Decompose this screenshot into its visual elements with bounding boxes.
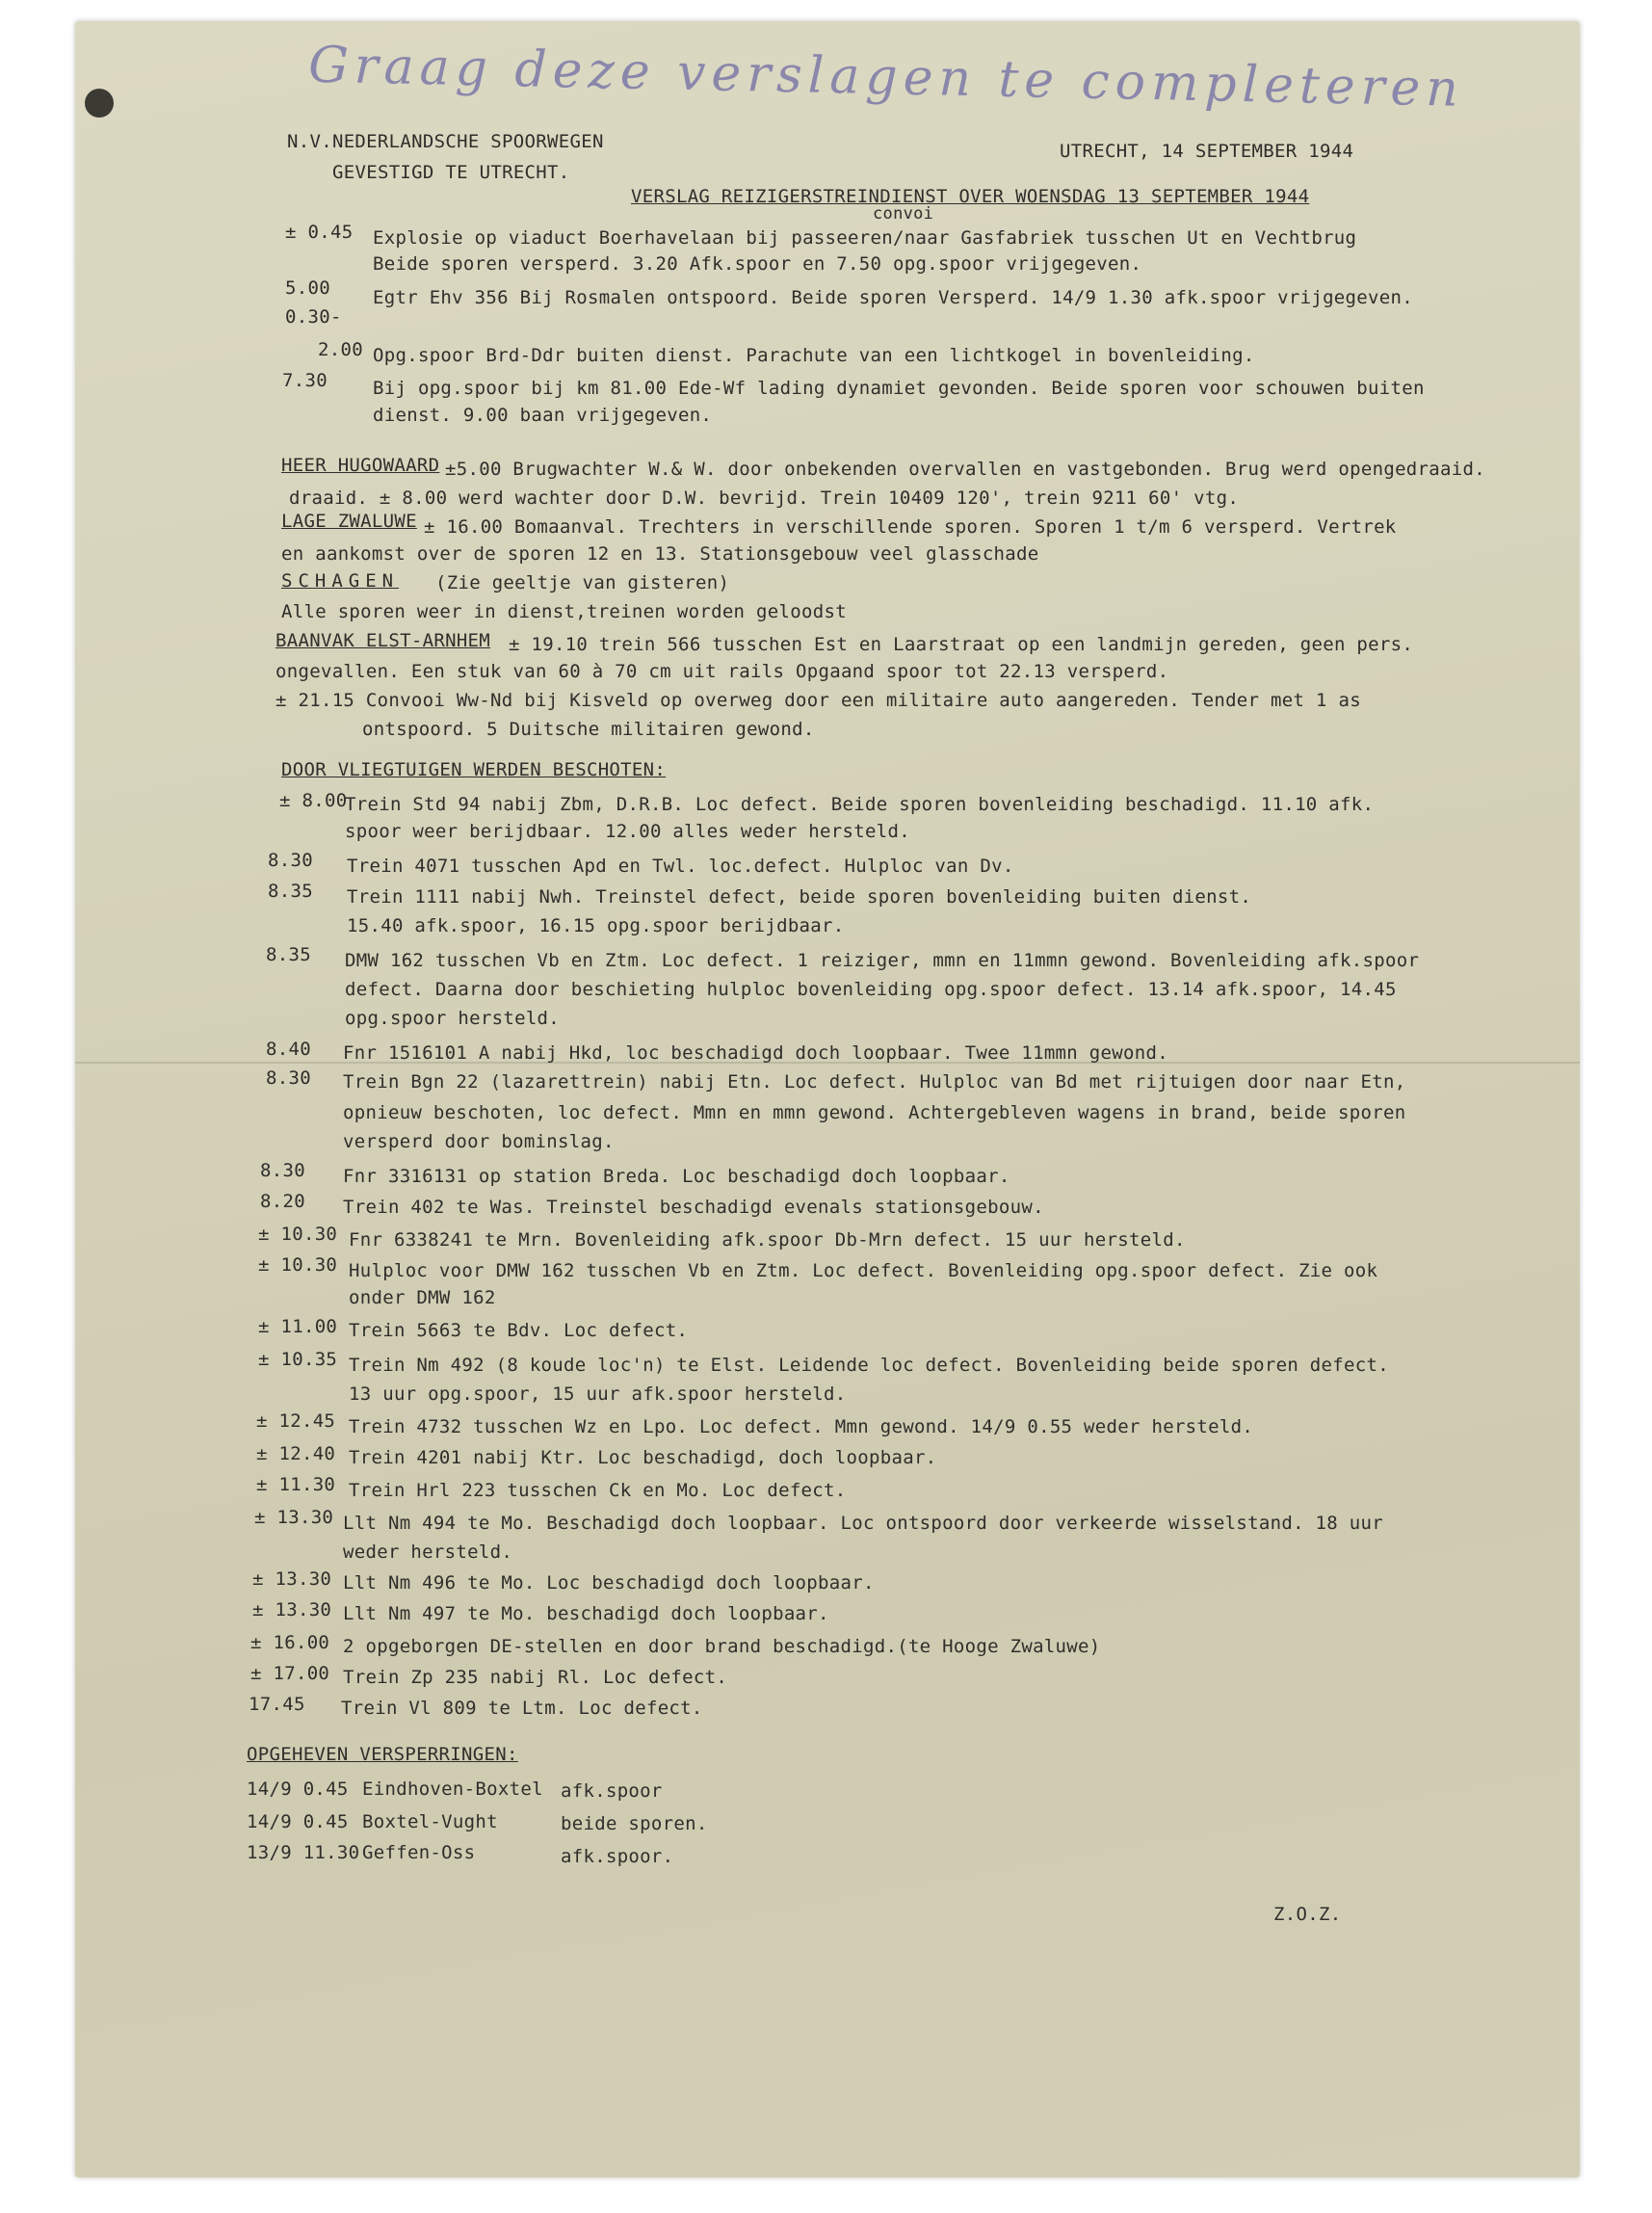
entry-line: Beide sporen versperd. 3.20 Afk.spoor en 7.50 opg.spoor vrijgegeven. <box>373 253 1142 275</box>
lifted-section: Eindhoven-Boxtel <box>362 1778 543 1800</box>
strafing-line: Fnr 6338241 te Mrn. Bovenleiding afk.spoor Db-Mrn defect. 15 uur hersteld. <box>349 1229 1186 1251</box>
strafing-time: ± 12.40 <box>256 1443 336 1464</box>
lifted-section: Geffen-Oss <box>362 1842 476 1863</box>
strafing-time: ± 10.35 <box>258 1349 338 1370</box>
strafing-line: Trein Bgn 22 (lazarettrein) nabij Etn. Loc defect. Hulploc van Bd met rijtuigen door naar Etn, <box>343 1071 1406 1093</box>
entry-time: 7.30 <box>282 370 328 391</box>
entry-line: Opg.spoor Brd-Ddr buiten dienst. Parachute van een lichtkogel in bovenleiding. <box>373 345 1255 366</box>
strafing-heading: DOOR VLIEGTUIGEN WERDEN BESCHOTEN: <box>281 759 667 780</box>
strafing-time: ± 13.30 <box>252 1599 332 1620</box>
strafing-line: onder DMW 162 <box>349 1287 496 1308</box>
station-label: HEER HUGOWAARD <box>281 455 440 476</box>
station-text: draaid. ± 8.00 werd wachter door D.W. bevrijd. Trein 10409 120', trein 9211 60' vtg. <box>289 487 1240 509</box>
strafing-time: 8.30 <box>266 1067 311 1089</box>
station-text: ±5.00 Brugwachter W.& W. door onbekenden overvallen en vastgebonden. Brug werd opengedraaid. <box>445 459 1485 480</box>
footer-mark: Z.O.Z. <box>1273 1904 1342 1925</box>
strafing-line: Llt Nm 497 te Mo. beschadigd doch loopbaar. <box>343 1603 829 1624</box>
strafing-line: 13 uur opg.spoor, 15 uur afk.spoor hersteld. <box>349 1383 847 1405</box>
entry-time: ± 0.45 <box>285 222 354 243</box>
title-insert: convoi <box>873 204 934 224</box>
station-text: ± 21.15 Convooi Ww-Nd bij Kisveld op overweg door een militaire auto aangereden. Tender met 1 as <box>275 690 1361 711</box>
strafing-line: Llt Nm 494 te Mo. Beschadigd doch loopbaar. Loc ontspoord door verkeerde wisselstand. 18 uur <box>343 1513 1383 1534</box>
strafing-time: ± 8.00 <box>279 790 348 811</box>
station-label: SCHAGEN <box>281 570 400 592</box>
station-label: BAANVAK ELST-ARNHEM <box>275 630 491 651</box>
lifted-when: 14/9 0.45 <box>247 1811 349 1832</box>
strafing-time: ± 12.45 <box>256 1410 336 1432</box>
strafing-line: Trein Vl 809 te Ltm. Loc defect. <box>341 1698 703 1719</box>
lifted-section: Boxtel-Vught <box>362 1811 498 1832</box>
strafing-time: ± 16.00 <box>250 1632 330 1653</box>
strafing-line: Trein 4071 tusschen Apd en Twl. loc.defect. Hulploc van Dv. <box>347 856 1014 877</box>
strafing-line: 15.40 afk.spoor, 16.15 opg.spoor berijdbaar. <box>347 915 845 936</box>
strafing-line: defect. Daarna door beschieting hulploc bovenleiding opg.spoor defect. 13.14 afk.spoor, 14.45 <box>345 979 1397 1000</box>
lifted-when: 13/9 11.30 <box>247 1842 360 1863</box>
station-text: ontspoord. 5 Duitsche militairen gewond. <box>362 719 815 740</box>
strafing-line: 2 opgeborgen DE-stellen en door brand beschadigd.(te Hooge Zwaluwe) <box>343 1636 1101 1657</box>
strafing-time: 8.35 <box>268 881 313 902</box>
strafing-time: ± 10.30 <box>258 1254 338 1276</box>
punch-hole <box>85 89 114 118</box>
strafing-line: Llt Nm 496 te Mo. Loc beschadigd doch loopbaar. <box>343 1572 875 1594</box>
strafing-time: ± 13.30 <box>252 1568 332 1590</box>
lifted-heading: OPGEHEVEN VERSPERRINGEN: <box>247 1744 518 1765</box>
strafing-time: ± 17.00 <box>250 1663 330 1684</box>
strafing-line: Trein 402 te Was. Treinstel beschadigd evenals stationsgebouw. <box>343 1197 1044 1218</box>
strafing-line: DMW 162 tusschen Vb en Ztm. Loc defect. 1 reiziger, mmn en 11mmn gewond. Bovenleiding afk.spoor <box>345 950 1420 971</box>
report-title: VERSLAG REIZIGERSTREINDIENST OVER WOENSDAG 13 SEPTEMBER 1944 <box>631 186 1310 207</box>
strafing-time: 8.35 <box>266 944 311 965</box>
strafing-line: Trein 4201 nabij Ktr. Loc beschadigd, doch loopbaar. <box>349 1447 937 1468</box>
station-text: Alle sporen weer in dienst,treinen worden geloodst <box>281 601 847 622</box>
strafing-time: 8.30 <box>260 1160 305 1181</box>
company-seat: GEVESTIGD TE UTRECHT. <box>332 162 570 183</box>
strafing-line: versperd door bominslag. <box>343 1131 615 1152</box>
strafing-line: Trein 4732 tusschen Wz en Lpo. Loc defect. Mmn gewond. 14/9 0.55 weder hersteld. <box>349 1416 1254 1437</box>
station-text: (Zie geeltje van gisteren) <box>435 572 730 593</box>
strafing-line: Hulploc voor DMW 162 tusschen Vb en Ztm. Loc defect. Bovenleiding opg.spoor defect. Zie ook <box>349 1260 1378 1281</box>
strafing-time: 8.40 <box>266 1039 311 1060</box>
station-text: ± 16.00 Bomaanval. Trechters in verschillende sporen. Sporen 1 t/m 6 versperd. Vertrek <box>424 516 1397 538</box>
station-text: ± 19.10 trein 566 tusschen Est en Laarstraat op een landmijn gereden, geen pers. <box>509 634 1414 655</box>
strafing-line: Trein Nm 492 (8 koude loc'n) te Elst. Leidende loc defect. Bovenleiding beide sporen defect. <box>349 1355 1389 1376</box>
strafing-line: opg.spoor hersteld. <box>345 1008 561 1029</box>
strafing-time: ± 13.30 <box>254 1507 334 1528</box>
strafing-time: ± 11.30 <box>256 1474 336 1495</box>
entry-line: dienst. 9.00 baan vrijgegeven. <box>373 405 713 426</box>
strafing-line: Fnr 1516101 A nabij Hkd, loc beschadigd doch loopbaar. Twee 11mmn gewond. <box>343 1042 1168 1064</box>
strafing-line: Trein Std 94 nabij Zbm, D.R.B. Loc defect. Beide sporen bovenleiding beschadigd. 11.10 afk. <box>345 794 1375 815</box>
strafing-line: Trein Hrl 223 tusschen Ck en Mo. Loc defect. <box>349 1480 847 1501</box>
lifted-track: beide sporen. <box>561 1813 708 1834</box>
handwritten-note: Graag deze verslagen te completeren <box>307 36 1465 119</box>
entry-time: 2.00 <box>318 339 363 360</box>
station-text: ongevallen. Een stuk van 60 à 70 cm uit rails Opgaand spoor tot 22.13 versperd. <box>275 661 1169 682</box>
entry-line: Egtr Ehv 356 Bij Rosmalen ontspoord. Beide sporen Versperd. 14/9 1.30 afk.spoor vrijgegeven. <box>373 287 1413 308</box>
lifted-track: afk.spoor <box>561 1780 663 1802</box>
lifted-when: 14/9 0.45 <box>247 1778 349 1800</box>
strafing-line: Trein 1111 nabij Nwh. Treinstel defect, beide sporen bovenleiding buiten dienst. <box>347 886 1252 908</box>
company-name: N.V.NEDERLANDSCHE SPOORWEGEN <box>287 131 604 152</box>
strafing-line: spoor weer berijdbaar. 12.00 alles weder hersteld. <box>345 821 910 842</box>
entry-line: Bij opg.spoor bij km 81.00 Ede-Wf lading dynamiet gevonden. Beide sporen voor schouwen buiten <box>373 378 1425 399</box>
strafing-line: weder hersteld. <box>343 1541 513 1563</box>
strafing-time: ± 11.00 <box>258 1316 338 1337</box>
strafing-time: 8.20 <box>260 1191 305 1212</box>
station-text: en aankomst over de sporen 12 en 13. Stationsgebouw veel glasschade <box>281 543 1039 565</box>
place-date: UTRECHT, 14 SEPTEMBER 1944 <box>1060 141 1354 162</box>
strafing-line: Fnr 3316131 op station Breda. Loc beschadigd doch loopbaar. <box>343 1166 1010 1187</box>
strafing-time: ± 10.30 <box>258 1224 338 1245</box>
strafing-time: 17.45 <box>249 1694 305 1715</box>
strafing-line: opnieuw beschoten, loc defect. Mmn en mmn gewond. Achtergebleven wagens in brand, beide sporen <box>343 1102 1406 1123</box>
entry-line: Explosie op viaduct Boerhavelaan bij passeeren/naar Gasfabriek tusschen Ut en Vechtbrug <box>373 227 1357 249</box>
station-label: LAGE ZWALUWE <box>281 511 417 532</box>
strafing-line: Trein 5663 te Bdv. Loc defect. <box>349 1320 689 1341</box>
lifted-track: afk.spoor. <box>561 1846 674 1867</box>
strafing-line: Trein Zp 235 nabij Rl. Loc defect. <box>343 1667 728 1688</box>
entry-time: 0.30- <box>285 306 342 328</box>
strafing-time: 8.30 <box>268 850 313 871</box>
entry-time: 5.00 <box>285 277 330 299</box>
